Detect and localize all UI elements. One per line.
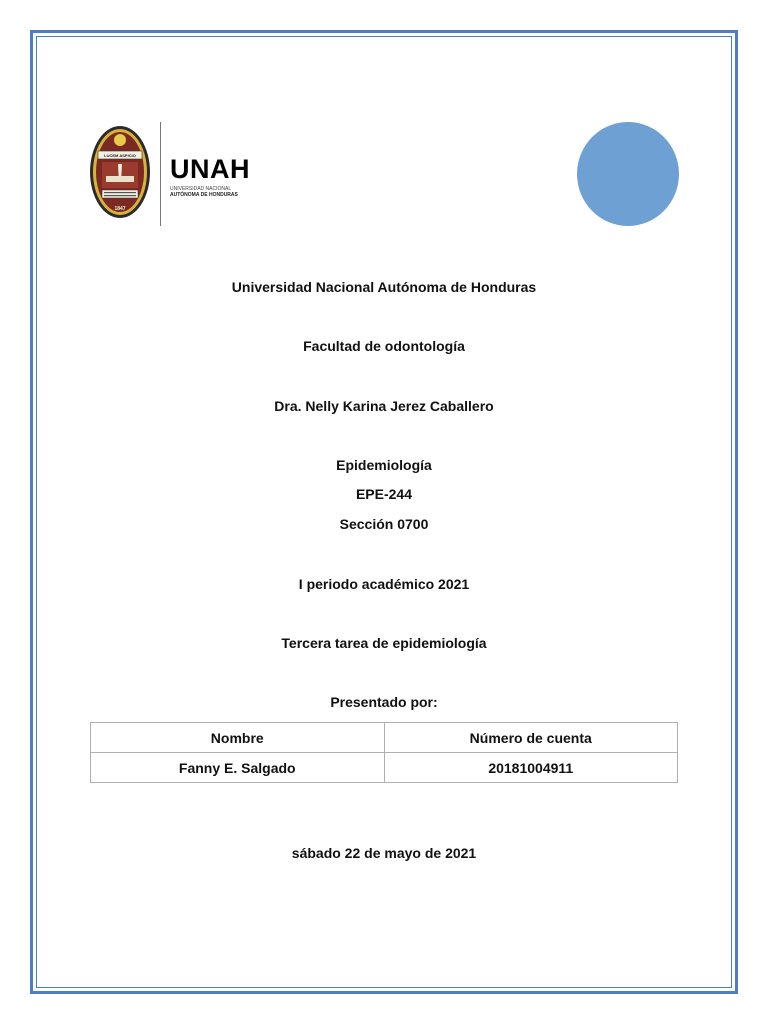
logo-divider (160, 122, 161, 226)
logo-subtitle-2: AUTÓNOMA DE HONDURAS (170, 192, 238, 198)
students-table (90, 722, 678, 783)
student-name: Fanny E. Salgado (91, 753, 385, 783)
student-account-number: 20181004911 (384, 753, 678, 783)
decorative-circle (577, 122, 679, 226)
unah-logo (88, 120, 268, 228)
document-date: sábado 22 de mayo de 2021 (291, 845, 477, 861)
seal-motto: LUCEM ASPICIO (104, 153, 136, 158)
course-code: EPE-244 (355, 486, 413, 502)
academic-period: I periodo académico 2021 (298, 576, 470, 592)
assignment-title: Tercera tarea de epidemiología (281, 635, 487, 651)
logo-subtitle-1: UNIVERSIDAD NACIONAL (170, 186, 232, 192)
table-header-row (91, 723, 678, 753)
professor-name: Dra. Nelly Karina Jerez Caballero (274, 398, 494, 414)
header-name: Nombre (91, 723, 385, 753)
logo-wordmark: UNAH (170, 154, 250, 184)
header-account-number: Número de cuenta (384, 723, 678, 753)
table-row (91, 753, 678, 783)
unah-seal-icon (88, 124, 152, 220)
seal-year: 1847 (114, 206, 126, 212)
course-name: Epidemiología (336, 457, 432, 473)
faculty-name: Facultad de odontología (303, 338, 465, 354)
section-number: Sección 0700 (339, 516, 429, 532)
university-name: Universidad Nacional Autónoma de Honduras (231, 279, 537, 295)
presented-by-label: Presentado por: (330, 694, 438, 710)
